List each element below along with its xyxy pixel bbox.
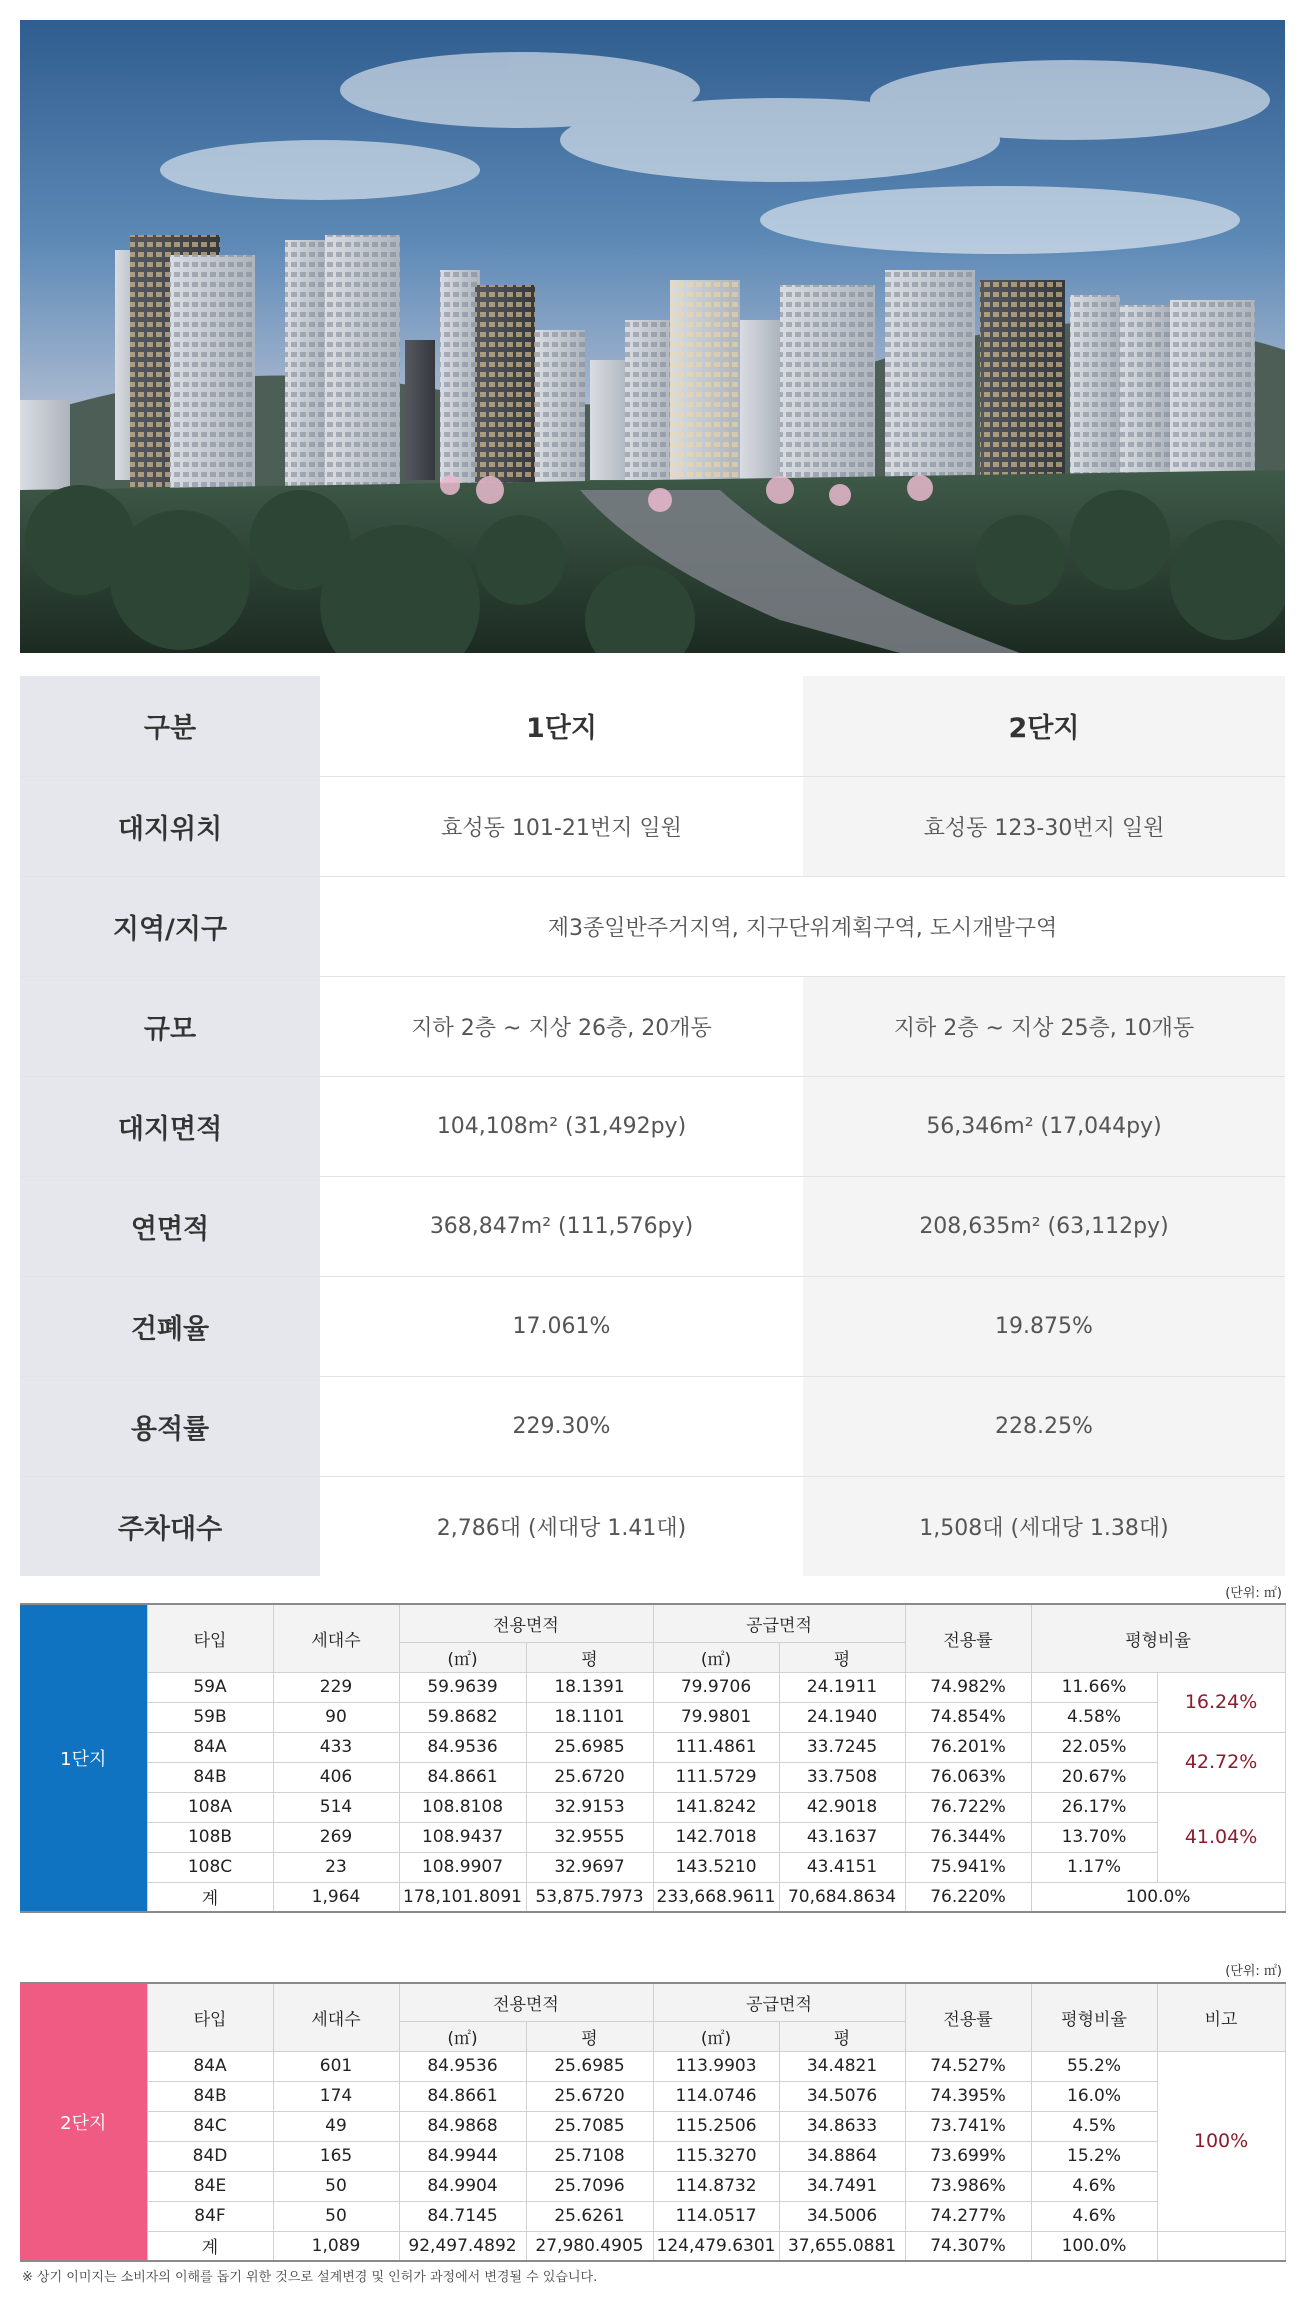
cell-su-py: 33.7508 [779,1762,905,1792]
cell-ratio: 16.0% [1031,2081,1157,2111]
complex-overview-table [20,676,1285,1576]
cell-ex-py: 32.9555 [526,1822,653,1852]
note-value: 100% [1157,2051,1285,2231]
cell-type: 84E [147,2171,273,2201]
header-su-pyeong: 평 [779,2021,905,2051]
cell-su-m2: 115.2506 [653,2111,779,2141]
cell-rate: 75.941% [905,1852,1031,1882]
cell-ratio: 13.70% [1031,1822,1157,1852]
cell-ratio: 20.67% [1031,1762,1157,1792]
header-exclusive-rate: 전용률 [905,1604,1031,1672]
cell-households: 50 [273,2171,399,2201]
header-note: 비고 [1157,1983,1285,2051]
overview-row-coverage [20,1276,1285,1376]
cell-households: 174 [273,2081,399,2111]
overview-row-far [20,1376,1285,1476]
cell-ex-m2: 84.7145 [399,2201,526,2231]
cell-ratio: 11.66% [1031,1672,1157,1702]
cell-rate: 76.201% [905,1732,1031,1762]
cell-su-m2: 79.9801 [653,1702,779,1732]
header-exclusive-area: 전용면적 [399,1604,653,1642]
overview-row-location [20,776,1285,876]
table-row [20,1852,1285,1882]
cell-rate: 76.344% [905,1822,1031,1852]
cell-ex-py: 32.9153 [526,1792,653,1822]
cell-ratio: 55.2% [1031,2051,1157,2081]
total-households: 1,089 [273,2231,399,2261]
overview-row-value-complex2: 208,635m² (63,112py) [803,1176,1285,1276]
cell-rate: 74.982% [905,1672,1031,1702]
overview-row-value-complex2: 56,346m² (17,044py) [803,1076,1285,1176]
cell-su-py: 34.4821 [779,2051,905,2081]
total-label: 계 [147,1882,273,1912]
overview-row-parking [20,1476,1285,1576]
total-households: 1,964 [273,1882,399,1912]
table-header-row [20,1604,1285,1642]
cell-ratio: 4.6% [1031,2201,1157,2231]
total-ex-py: 53,875.7973 [526,1882,653,1912]
table-row [20,2171,1285,2201]
cell-su-py: 34.5006 [779,2201,905,2231]
total-rate: 74.307% [905,2231,1031,2261]
header-ex-pyeong: 평 [526,2021,653,2051]
cell-ratio: 22.05% [1031,1732,1157,1762]
overview-row-value-complex1: 17.061% [320,1276,803,1376]
cell-ex-m2: 108.8108 [399,1792,526,1822]
cell-households: 229 [273,1672,399,1702]
cell-type: 84C [147,2111,273,2141]
table-row [20,1822,1285,1852]
overview-row-label: 주차대수 [20,1476,320,1576]
overview-row-value-complex1: 229.30% [320,1376,803,1476]
cell-ratio: 4.6% [1031,2171,1157,2201]
table-row [20,1702,1285,1732]
cell-rate: 73.699% [905,2141,1031,2171]
unit-note-2: (단위: ㎡) [1225,1964,1282,1979]
cell-su-py: 24.1911 [779,1672,905,1702]
header-type: 타입 [147,1604,273,1672]
disclaimer-text: ※ 상기 이미지는 소비자의 이해를 돕기 위한 것으로 설계변경 및 인허가 과정에서 변경될 수 있습니다. [22,2270,598,2285]
cell-households: 514 [273,1792,399,1822]
group-ratio-59: 16.24% [1157,1672,1285,1732]
table-row [20,1732,1285,1762]
cell-ex-m2: 84.9904 [399,2171,526,2201]
complex-rendering-image [20,20,1285,653]
cell-ex-py: 25.6985 [526,2051,653,2081]
overview-row-label: 연면적 [20,1176,320,1276]
total-ex-m2: 92,497.4892 [399,2231,526,2261]
overview-row-value-complex1: 368,847m² (111,576py) [320,1176,803,1276]
cell-su-m2: 143.5210 [653,1852,779,1882]
cell-rate: 74.277% [905,2201,1031,2231]
cell-su-py: 34.7491 [779,2171,905,2201]
overview-row-label: 지역/지구 [20,876,320,976]
header-exclusive-area: 전용면적 [399,1983,653,2021]
cell-households: 269 [273,1822,399,1852]
header-ratio: 평형비율 [1031,1604,1285,1672]
cell-households: 50 [273,2201,399,2231]
cell-ex-py: 32.9697 [526,1852,653,1882]
cell-su-m2: 111.4861 [653,1732,779,1762]
cell-ex-py: 25.7085 [526,2111,653,2141]
cell-ex-m2: 84.9944 [399,2141,526,2171]
overview-row-value-complex1: 지하 2층 ~ 지상 26층, 20개동 [320,976,803,1076]
total-su-m2: 124,479.6301 [653,2231,779,2261]
cell-su-py: 34.8864 [779,2141,905,2171]
cell-su-py: 43.1637 [779,1822,905,1852]
header-supply-area: 공급면적 [653,1604,905,1642]
total-su-py: 37,655.0881 [779,2231,905,2261]
overview-row-scale [20,976,1285,1076]
total-su-m2: 233,668.9611 [653,1882,779,1912]
cell-ex-m2: 108.9437 [399,1822,526,1852]
header-supply-area: 공급면적 [653,1983,905,2021]
cell-ratio: 26.17% [1031,1792,1157,1822]
cell-households: 433 [273,1732,399,1762]
complex2-unit-table [20,1982,1286,2262]
cell-ex-m2: 84.9536 [399,2051,526,2081]
group-ratio-84: 42.72% [1157,1732,1285,1792]
cell-su-m2: 114.8732 [653,2171,779,2201]
overview-row-label: 대지면적 [20,1076,320,1176]
total-ratio: 100.0% [1031,1882,1285,1912]
cell-su-py: 42.9018 [779,1792,905,1822]
header-su-pyeong: 평 [779,1642,905,1672]
cell-type: 108C [147,1852,273,1882]
total-ex-m2: 178,101.8091 [399,1882,526,1912]
table-total-row [20,1882,1285,1912]
cell-ex-py: 25.7096 [526,2171,653,2201]
cell-type: 84D [147,2141,273,2171]
total-note-empty [1157,2231,1285,2261]
cell-type: 108B [147,1822,273,1852]
cell-type: 84B [147,1762,273,1792]
cell-su-m2: 115.3270 [653,2141,779,2171]
cell-ex-m2: 59.8682 [399,1702,526,1732]
overview-row-label: 용적률 [20,1376,320,1476]
table-row [20,1762,1285,1792]
cell-rate: 74.395% [905,2081,1031,2111]
complex1-unit-table [20,1603,1286,1913]
cell-su-m2: 114.0746 [653,2081,779,2111]
total-ex-py: 27,980.4905 [526,2231,653,2261]
cell-rate: 73.986% [905,2171,1031,2201]
cell-ex-py: 25.7108 [526,2141,653,2171]
overview-row-value-merged: 제3종일반주거지역, 지구단위계획구역, 도시개발구역 [320,876,1285,976]
cell-rate: 73.741% [905,2111,1031,2141]
table-row [20,2111,1285,2141]
table-row [20,1672,1285,1702]
cell-su-py: 24.1940 [779,1702,905,1732]
overview-row-value-complex2: 228.25% [803,1376,1285,1476]
table-header-row [20,1983,1285,2021]
overview-row-zoning [20,876,1285,976]
table-total-row [20,2231,1285,2261]
unit-note-1: (단위: ㎡) [1225,1586,1282,1601]
total-rate: 76.220% [905,1882,1031,1912]
table-row [20,2201,1285,2231]
cell-households: 90 [273,1702,399,1732]
cell-ex-py: 18.1391 [526,1672,653,1702]
overview-row-value-complex1: 104,108m² (31,492py) [320,1076,803,1176]
header-ratio: 평형비율 [1031,1983,1157,2051]
cell-ex-py: 18.1101 [526,1702,653,1732]
total-su-py: 70,684.8634 [779,1882,905,1912]
cell-ratio: 1.17% [1031,1852,1157,1882]
cell-ratio: 4.5% [1031,2111,1157,2141]
header-ex-sqm: (㎡) [399,1642,526,1672]
overview-header-label: 구분 [20,676,320,776]
cell-ratio: 15.2% [1031,2141,1157,2171]
table-row [20,2081,1285,2111]
cell-su-py: 34.5076 [779,2081,905,2111]
total-label: 계 [147,2231,273,2261]
table-row [20,2051,1285,2081]
overview-row-label: 건폐율 [20,1276,320,1376]
cell-type: 108A [147,1792,273,1822]
cell-su-m2: 142.7018 [653,1822,779,1852]
cell-su-m2: 113.9903 [653,2051,779,2081]
cell-type: 84F [147,2201,273,2231]
cell-type: 59B [147,1702,273,1732]
overview-row-value-complex2: 19.875% [803,1276,1285,1376]
total-ratio: 100.0% [1031,2231,1157,2261]
cell-ex-py: 25.6720 [526,1762,653,1792]
cell-ex-m2: 84.9536 [399,1732,526,1762]
table-row [20,1792,1285,1822]
overview-row-site-area [20,1076,1285,1176]
overview-row-label: 대지위치 [20,776,320,876]
cell-households: 601 [273,2051,399,2081]
header-su-sqm: (㎡) [653,2021,779,2051]
group-ratio-108: 41.04% [1157,1792,1285,1882]
cell-type: 59A [147,1672,273,1702]
overview-header-row [20,676,1285,776]
cell-su-py: 34.8633 [779,2111,905,2141]
cell-type: 84B [147,2081,273,2111]
cell-su-m2: 141.8242 [653,1792,779,1822]
cell-ex-py: 25.6985 [526,1732,653,1762]
cell-households: 165 [273,2141,399,2171]
cell-ex-py: 25.6720 [526,2081,653,2111]
overview-row-value-complex2: 지하 2층 ~ 지상 25층, 10개동 [803,976,1285,1076]
cell-ex-m2: 59.9639 [399,1672,526,1702]
header-exclusive-rate: 전용률 [905,1983,1031,2051]
overview-row-value-complex2: 효성동 123-30번지 일원 [803,776,1285,876]
header-type: 타입 [147,1983,273,2051]
overview-row-value-complex1: 효성동 101-21번지 일원 [320,776,803,876]
cell-ex-m2: 108.9907 [399,1852,526,1882]
cell-su-py: 33.7245 [779,1732,905,1762]
overview-header-complex2: 2단지 [803,676,1285,776]
cell-rate: 76.722% [905,1792,1031,1822]
header-ex-pyeong: 평 [526,1642,653,1672]
complex2-side-label: 2단지 [20,1983,147,2261]
cell-households: 49 [273,2111,399,2141]
overview-row-label: 규모 [20,976,320,1076]
cell-ex-py: 25.6261 [526,2201,653,2231]
overview-row-floor-area [20,1176,1285,1276]
header-households: 세대수 [273,1604,399,1672]
header-su-sqm: (㎡) [653,1642,779,1672]
cell-rate: 74.527% [905,2051,1031,2081]
cell-su-py: 43.4151 [779,1852,905,1882]
cell-ex-m2: 84.8661 [399,2081,526,2111]
cell-ratio: 4.58% [1031,1702,1157,1732]
overview-row-value-complex2: 1,508대 (세대당 1.38대) [803,1476,1285,1576]
table-row [20,2141,1285,2171]
header-households: 세대수 [273,1983,399,2051]
header-ex-sqm: (㎡) [399,2021,526,2051]
cell-su-m2: 111.5729 [653,1762,779,1792]
cell-ex-m2: 84.9868 [399,2111,526,2141]
cell-type: 84A [147,1732,273,1762]
cell-rate: 76.063% [905,1762,1031,1792]
overview-header-complex1: 1단지 [320,676,803,776]
complex1-side-label: 1단지 [20,1604,147,1912]
cell-households: 406 [273,1762,399,1792]
cell-households: 23 [273,1852,399,1882]
cell-ex-m2: 84.8661 [399,1762,526,1792]
overview-row-value-complex1: 2,786대 (세대당 1.41대) [320,1476,803,1576]
cell-su-m2: 79.9706 [653,1672,779,1702]
cell-su-m2: 114.0517 [653,2201,779,2231]
cell-type: 84A [147,2051,273,2081]
cell-rate: 74.854% [905,1702,1031,1732]
